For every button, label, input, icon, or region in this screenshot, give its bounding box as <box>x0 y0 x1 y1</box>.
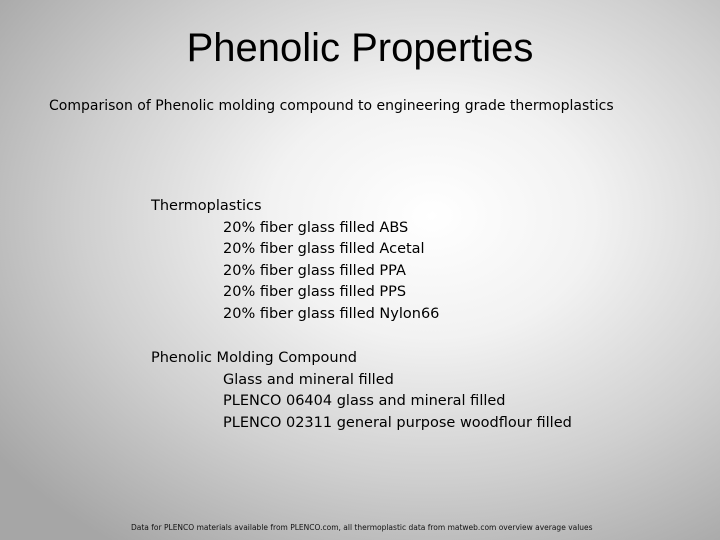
list-item-plenco-06404: PLENCO 06404 glass and mineral filled <box>223 393 506 409</box>
thermoplastics-section <box>151 196 439 325</box>
slide-title: Phenolic Properties <box>186 26 534 70</box>
list-item-ppa: 20% fiber glass filled PPA <box>223 262 406 279</box>
phenolic-section <box>151 348 572 434</box>
list-item-abs: 20% fiber glass filled ABS <box>223 219 409 236</box>
list-item-pps: 20% fiber glass filled PPS <box>223 284 407 300</box>
list-item-nylon66: 20% fiber glass filled Nylon66 <box>223 305 440 322</box>
list-item-plenco-02311: PLENCO 02311 general purpose woodflour filled <box>223 414 572 431</box>
section-heading-thermoplastics: Thermoplastics <box>151 198 262 214</box>
list-item-glass-mineral: Glass and mineral filled <box>223 371 394 388</box>
section-heading-phenolic: Phenolic Molding Compound <box>151 350 357 366</box>
list-item-acetal: 20% fiber glass filled Acetal <box>223 241 425 257</box>
footnote: Data for PLENCO materials available from PLENCO.com, all thermoplastic data from matweb.com overview average values <box>131 523 593 532</box>
slide-subtitle: Comparison of Phenolic molding compound to engineering grade thermoplastics <box>49 98 614 114</box>
